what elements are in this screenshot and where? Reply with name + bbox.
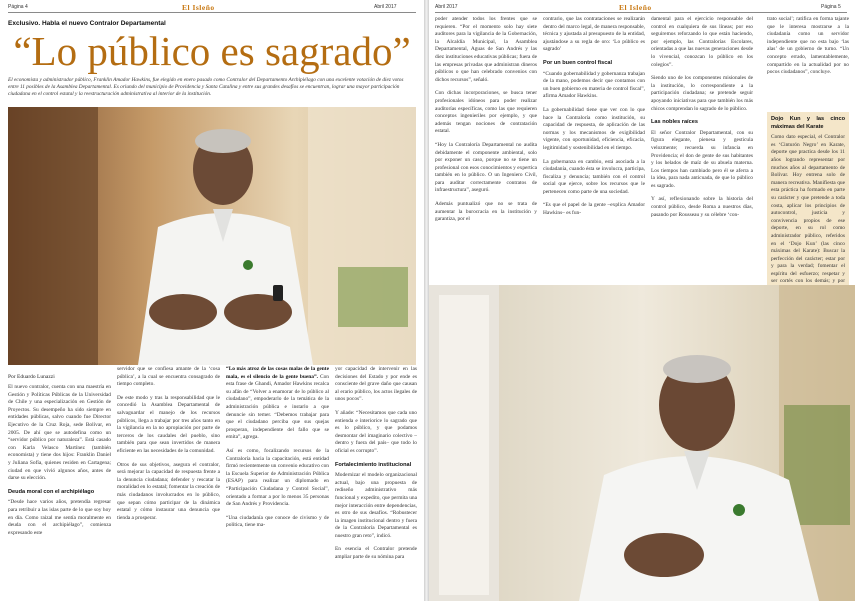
headline: “Lo público es sagrado” — [13, 28, 411, 74]
right-column-1 — [435, 16, 537, 278]
subheading: Las nobles raíces — [651, 119, 698, 126]
brand-logo: El Isleño — [182, 3, 215, 12]
left-column-1 — [8, 384, 111, 599]
issue-date: Abril 2017 — [435, 4, 458, 10]
paragraph: trato social’; ratifica en forma tajante que le interesa mostrarse a la ciudadanía como un servidor independiente que no esta bajo ‘las alas’ de un gobierno de turno. “Un concepto errado, lamentablemente, compartido en la actualidad por no pocos ciudadanos”, concluye. — [767, 16, 849, 76]
right-page — [429, 0, 855, 601]
paragraph: Con esta frase de Ghandi, Amador Hawkins recalca su afán de “Volver a enamorar de lo público al ciudadano”, empoderarlo de la temática de la administración pública e instarlo a que denuncie sin temer. “Debemos trabajar para que el ciudadano perciba que sus quejas prosperan, independiente del fallo que se emita”, agrega. — [226, 373, 329, 441]
subheading: Fortalecimiento institucional — [335, 461, 412, 468]
left-column-4 — [335, 366, 417, 599]
paragraph: damental para el ejercicio responsable del control en cualquiera de sus líneas; por eso seguiremos reforzando lo que están haciendo, por ejemplo, las Contralorías Escolares, orientadas a que las nuevas generaciones desde lo vivencial, conozcan lo público en los colegios”. — [651, 16, 753, 68]
paragraph: “Es que el papel de la gente –explica Amador Hawkins– es fun- — [543, 202, 645, 217]
right-column-4 — [767, 16, 849, 108]
sidebar-title: Dojo Kun y las cinco máximas del Karate — [771, 116, 845, 130]
paragraph: Con dichas incorporaciones, se busca tener profesionales idóneos para poder realizar auditorías específicas, como las que requieren conceptos ingenieriles por ejemplo, y que además tengan nociones de contratación estatal. — [435, 90, 537, 135]
paragraph: “Desde hace varios años, pretendía regresar para retribuir a las islas parte de lo que soy hoy en día. Como raizal me sentía moralmente en deuda con el archipiélago”, comienza expresando este — [8, 499, 111, 536]
paragraph: “Cuando gobernabilidad y gobernanza trabajan de la mano, podemos decir que contamos con un buen gobierno en materia de control fiscal”, afirma Amador Hawkins. — [543, 70, 645, 100]
paragraph: Así es como, focalizando recursos de la Contraloría hacia la capacitación, está entidad firmó recientemente un convenio educativo con la Escuela Superior de Administración Pública (ESAP) para realizar un diplomado en “Participación Ciudadana y Control Social”, orientado a formar a por lo menos 35 personas de San Andrés y Providencia. — [226, 447, 329, 508]
contralor-portrait-photo — [429, 285, 855, 601]
paragraph: El señor Contralor Departamental, con su figura elegante, pienesa y gesticula velozmente; recuerda su infancia en Providencia; el don de gente de sus habitantes y los helados de maíz de su abuela materna. Los tiempos han cambiado pero él se aferra a la idea, para nada anticuada, de que lo público es sagrado. — [651, 129, 753, 189]
paragraph: yor capacidad de intervenir en las decisiones del Estado y por ende es consciente del grave daño que causan al erario público, los actos ilegales de unos pocos”. — [335, 366, 417, 403]
paragraph: “Una ciudadanía que conoce de civismo y de política, tiene ma- — [226, 514, 329, 529]
brand-logo: El Isleño — [619, 3, 652, 12]
paragraph: Y así, reflexionando sobre la historia del control público, desde Roma a nuestros días, pasando por Rousseau y su célebre ‘con- — [651, 196, 753, 218]
paragraph: contrario, que las contrataciones se realizarán dentro del marco legal, de manera responsable, técnica y ajustada al presupuesto de la entidad, ajustándose a su regla de oro: ‘Lo público es sagrado’ — [543, 16, 645, 53]
subheading: Deuda moral con el archipiélago — [8, 488, 95, 495]
contralor-photo — [8, 107, 416, 365]
subheading: Por un buen control fiscal — [543, 59, 612, 66]
page-number: Página 4 — [8, 4, 28, 10]
lead-paragraph: El economista y administrador público, Franklin Amador Hawkins, fue elegido en enero pasado como Contralor del Departamento Archipiélago con una excelente votación de diez votos entre 11 posibles de la Asamblea Departamental. Es oriundo del municipio de Providencia y Santa Catalina y entre sus grandes desafíos se encuentran, lograr una mayor participación ciudadana en el control estatal y la reestructuración administrativa al interior de la institución. — [8, 77, 404, 98]
paragraph: Otros de sus objetivos, asegura el contralor, será mejorar la capacidad de respuesta frente a la denuncia ciudadana; defender y rescatar la moralidad en lo estatal; fomentar la creación de más ciudadanos involucrados en lo público, que sepan cómo participar de la dinámica estatal y cómo instaurar una denuncia que tienda a prosperar. — [117, 461, 220, 521]
issue-date: Abril 2017 — [374, 4, 397, 10]
paragraph: “Hoy la Contraloría Departamental no audita debidamente el componente ambiental, solo por exponer un caso, porque no se tiene un profesional con esos conocimientos y expertica también en lo público. O un Ingeniero Civil, para auditar correctamente contratos de infraestructura”, aseguró. — [435, 141, 537, 194]
paragraph: En esencia el Contralor pretende ampliar parte de su nómina para — [335, 546, 417, 561]
paragraph: Modernizar el modelo organizacional actual, bajo una propuesta de rediseño administrativo más funcional y expedito, que permita una mejor interacción entre dependencias, es otro de sus desafíos. “Robustecer la imagen institucional dentro y fuera de la Contraloría Departamental es nuestro gran reto”, indicó. — [335, 472, 417, 539]
paragraph: poder atender todos los frentes que se requieren. “Por el momento solo hay siete auditores para la vigilancia de la Gobernación, la Alcaldía Municipal, la Asamblea Departamental, Aguas de San Andrés y las diez instituciones educativas públicas; fuera de las empresas privadas que administran dineros públicos o que han celebrado convenios con dichos recursos”, señaló. — [435, 16, 537, 83]
sidebar-text: Como dato especial, el Contralor es ‘Cinturón Negro’ en Karate, deporte que practica desde los 11 años logrando representar por muchos años al departamento de Bolívar. Hoy entrena solo de manera recreativa. Manifiesta que esta práctica ha formado en parte su carácter y que pretende a toda costa, aplicar los principios de autocontrol, justicia y convivencia propios de ese deporte, en su rol como administrador público, referidos en el ‘Dojo Kun’ (las cinco máximas del Karate): Buscar la perfección del carácter; estar por y para la verdad; fomentar el espíritu del esfuerzo; respetar y ser cortés con los demás; y por — [771, 134, 845, 285]
header-rule — [8, 12, 416, 13]
paragraph: La gobernanza en cambio, está asociada a la ciudadanía, cuando ésta se involucra, participa, fiscaliza y denuncia; también con el control social que ejerce, sobre los recursos que le pertenecen como parte de una sociedad. — [543, 158, 645, 195]
left-page — [0, 0, 424, 601]
highlight-quote: “Lo más atroz de las cosas malas de la gente mala, es el silencio de la gente buena”. — [226, 366, 329, 380]
paragraph: servidor que se confiesa amante de la ‘cosa pública’, a la cual se encuentra consagrado de tiempo completo. — [117, 366, 220, 388]
header-rule — [435, 12, 847, 13]
right-column-2 — [543, 16, 645, 278]
paragraph: Siendo uno de los componentes misionales de la institución, lo correspondiente a la participación ciudadana; se pretende seguir apoyando iniciativas para que también los más chicos comprendan lo sagrado de lo público. — [651, 75, 753, 112]
byline: Por Eduardo Lunazzi — [8, 374, 55, 380]
paragraph: De este modo y tras la responsabilidad que le concedió la Asamblea Departamental de salvaguardar el manejo de los recursos públicos, llega a trabajar por tres años tanto en la vigilancia en la no apropiación por parte de terceros de los caudales del pueblo, sino también para que sean invertidos de manera eficiente en las necesidades de la comunidad. — [117, 394, 220, 454]
page-number: Página 5 — [821, 4, 841, 10]
kicker: Exclusivo. Habla el nuevo Contralor Departamental — [8, 20, 166, 27]
paragraph: Además puntualizó que no se trata de aumentar la burocracia en la institución y garantiza, por el — [435, 201, 537, 223]
left-column-2 — [117, 366, 220, 599]
left-column-3 — [226, 366, 329, 599]
paragraph: El nuevo contralor, cuenta con una maestría en Gestión y Políticas Públicas de la Universidad de Chile y una especialización en Gestión de Proyectos. Su desempeño ha sido siempre en entidades públicas, salvo cuando fue Director Ejecutivo de la Cruz Roja, sede Bolívar, en 2005. De ahí que se autodefina como un “servidor público por naturaleza”. Está casado con Karla Velasco Martínez (también economista) y tiene dos hijos: Franklin Daniel y Juliana Sofía, quienes residen en Cartagena; ciudad en que vivió algunos años, antes de darse su elección. — [8, 384, 111, 482]
paragraph: Y añade: “Necesitamos que cada uno entienda e interiorice lo sagrado que es lo público, y que podamos desmontar del imaginario colectivo –dentro y fuera del país– que todo lo oficial es corrupto”. — [335, 409, 417, 454]
right-column-3 — [651, 16, 753, 278]
paragraph: La gobernabilidad tiene que ver con lo que hace la Contraloría como institución, su capacidad de respuesta, de aplicación de las normas y los mecanismos de exigibilidad vigente, con oportunidad, eficiencia, eficacia, legitimidad y sostenibilidad en el tiempo. — [543, 106, 645, 151]
